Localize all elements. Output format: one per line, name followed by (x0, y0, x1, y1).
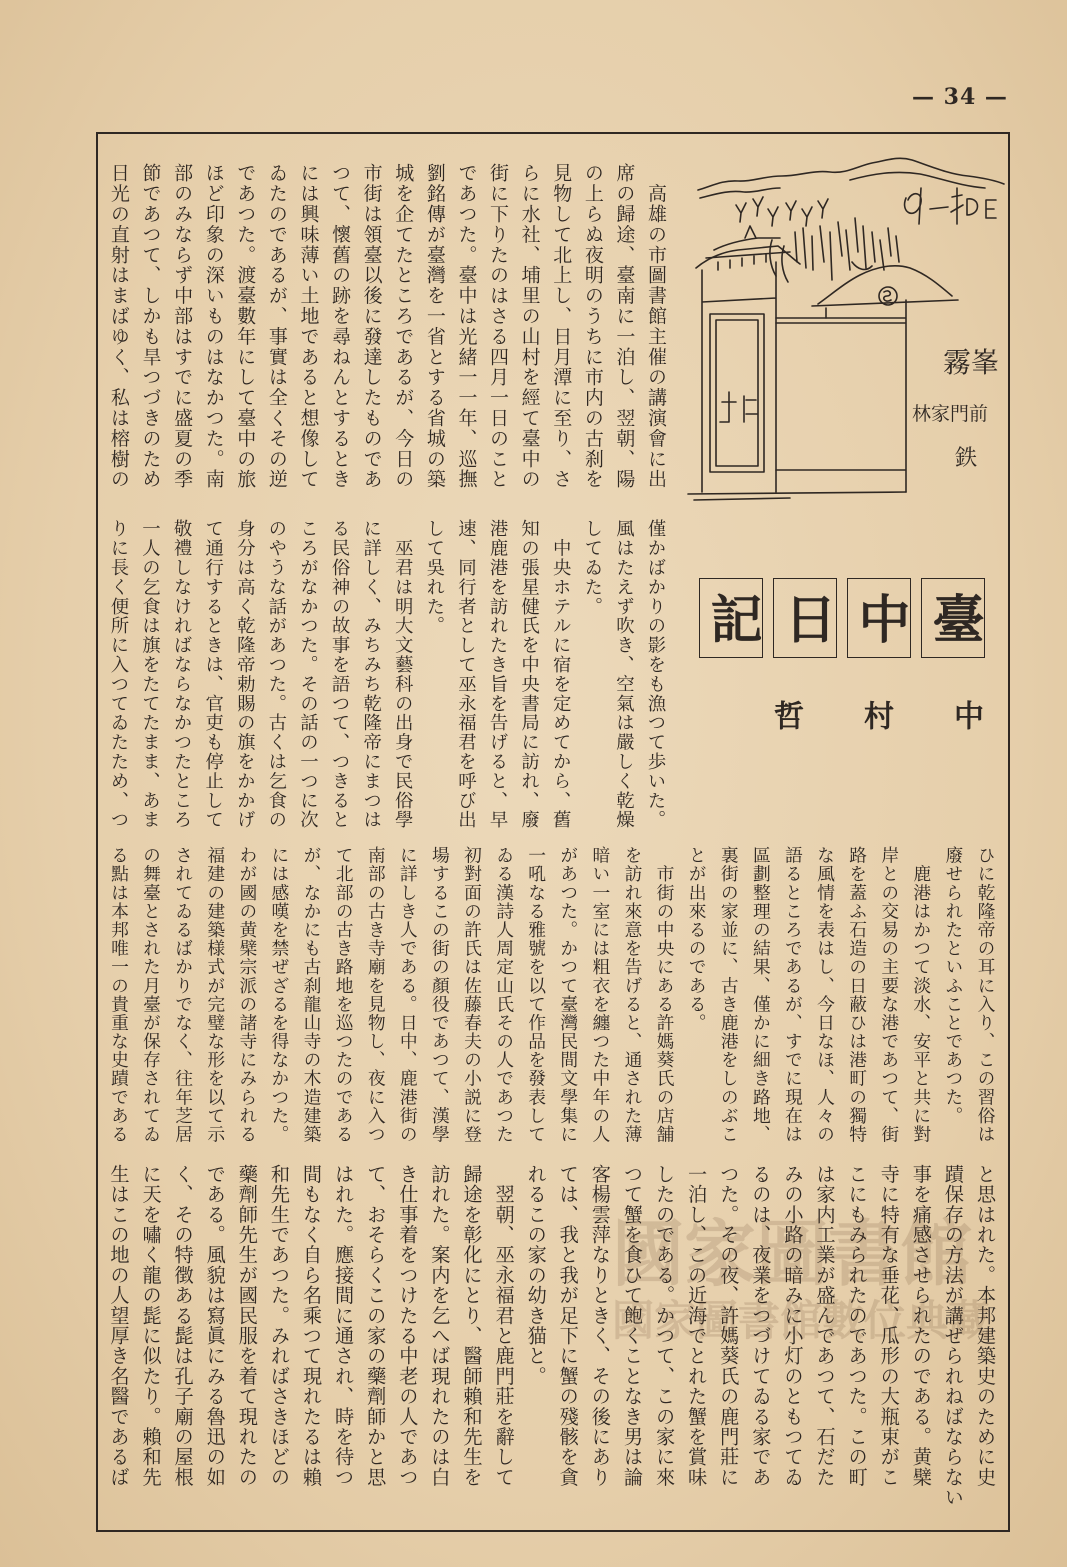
text-column: 城を企てたところであるが、今日の (392, 163, 415, 490)
text-column: の上らぬ夜明のうちに市内の古刹を (581, 163, 604, 490)
text-column: ころがなかつた。その話の一つに次 (297, 519, 319, 830)
text-column: 岸との交易の主要な港であつて、街 (878, 846, 900, 1144)
text-column: 寺に特有な垂花、瓜形の大瓶束がこ (877, 1164, 901, 1488)
gate-sketch-illustration (685, 148, 1007, 508)
text-column: 翌朝、巫永福君と鹿門莊を辭して (492, 1164, 516, 1488)
text-column: 暗い一室には粗衣を纏つた中年の人 (589, 846, 611, 1144)
text-column: こにもみられたのであつた。この町 (845, 1164, 869, 1488)
handwritten-scribble (905, 188, 996, 224)
text-column: て北部の古き路地を巡つたのである (333, 846, 355, 1144)
text-block-upper-left (102, 163, 671, 503)
text-column: 一吼なる雅號を以て作品を發表して (525, 846, 547, 1144)
text-column: 事を痛感させられたのである。黄檗 (909, 1164, 933, 1488)
text-column: のやうな話があつた。古くは乞食の (265, 519, 287, 830)
text-column: 場するこの街の顏役であつて、漢學 (429, 846, 451, 1144)
text-column: 鹿港はかつて淡水、安平と共に對 (910, 846, 932, 1144)
text-column: 巫君は明大文藝科の出身で民俗學 (392, 519, 414, 830)
text-block-middle-left (102, 519, 671, 839)
text-column: 歸途を彰化にとり、醫師賴和先生を (460, 1164, 484, 1488)
text-column: 藥劑師先生が國民服を着て現れたの (235, 1164, 259, 1488)
text-column: る點は本邦唯一の貴重な史蹟である (108, 846, 130, 1144)
text-column: りに長く便所に入つてゐたため、つ (107, 519, 129, 830)
text-column: 日光の直射はまばゆく、私は榕樹の (107, 163, 130, 490)
text-column: らに水社、埔里の山村を經て臺中の (518, 163, 541, 490)
author-name: 中村哲 (768, 700, 983, 730)
text-column: るのは、夜業をつづけてゐる家であ (749, 1164, 773, 1488)
text-column: 區劃整理の結果、僅かに細き路地、 (750, 846, 772, 1144)
text-column: 訪れた。案内を乞へば現れたのは白 (428, 1164, 452, 1488)
hall-roof (812, 266, 958, 318)
sketch-caption-place: 霧峯 (943, 346, 1000, 379)
text-column: 市街の中央にある許媽葵氏の店舗 (654, 846, 676, 1144)
text-column: を訪れ來意を告げると、通された薄 (621, 846, 643, 1144)
text-column: 港鹿港を訪れたき旨を告げると、早 (487, 519, 509, 830)
text-column: 一人の乞食は旗をたてたまま、あま (139, 519, 161, 830)
text-column: 南部の古き寺廟を見物し、夜に入つ (365, 846, 387, 1144)
text-column: な風情を表はし、今日なほ、人々の (814, 846, 836, 1144)
text-column: 蹟保存の方法が講ぜられねばならない (941, 1164, 965, 1508)
text-column: 街に下りたのはさる四月一日のこと (487, 163, 510, 490)
text-column: 部のみならず中部はすでに盛夏の季 (171, 163, 194, 490)
text-column: れるこの家の幼き猫と。 (524, 1164, 548, 1387)
text-column: 身分は高く乾隆帝勅賜の旗をかかげ (234, 519, 256, 830)
text-column: みの小路の暗みに小灯のともつてゐ (781, 1164, 805, 1488)
text-column: ては、我と我が足下に蟹の殘骸を貪 (556, 1164, 580, 1488)
text-column: 高雄の市圖書館主催の講演會に出 (645, 163, 667, 490)
text-column: 路を蓋ふ石造の日蔽ひは港町の獨特 (846, 846, 868, 1144)
text-column: ゐる漢詩人周定山氏その人であつた (493, 846, 515, 1144)
text-column: 福建の建築様式が完璧な形を以て示 (204, 846, 226, 1144)
text-column: ゐたのであるが、事實は全くその逆 (265, 163, 288, 490)
text-column: に天を嘯く龍の髭に似たり。賴和先 (139, 1164, 163, 1488)
text-column: わが國の黄檗宗派の諸寺にみられる (236, 846, 258, 1144)
text-column: 席の歸途、臺南に一泊し、翌朝、陽 (613, 163, 636, 490)
text-column: して吳れた。 (423, 519, 445, 636)
sketch-signature: 鉄 (955, 446, 978, 471)
text-column: く、その特徴ある髭は孔子廟の屋根 (171, 1164, 195, 1488)
text-block-third-row (102, 846, 1001, 1156)
text-column: 裏街の家並に、古き鹿港をしのぶこ (718, 846, 740, 1144)
text-column: 敬禮しなければならなかつたところ (171, 519, 193, 830)
text-column: 市街は領臺以後に發達したものであ (360, 163, 383, 490)
text-column: であつた。臺中は光緒一一年、巡撫 (455, 163, 478, 490)
text-column: 間もなく自ら名乘つて現れたるは賴 (300, 1164, 324, 1488)
text-column: 客楊雲萍なりときく、その後にあり (588, 1164, 612, 1488)
sketch-caption-subject: 林家門前 (912, 403, 989, 425)
text-column: してゐた。 (581, 519, 603, 616)
text-column: 初對面の許氏は佐藤春夫の小説に登 (461, 846, 483, 1144)
text-column: 一泊し、この近海でとれた蟹を賞味 (685, 1164, 709, 1488)
text-column: つて、懷舊の跡を尋ねんとするとき (329, 163, 352, 490)
text-column: は家内工業が盛んであつて、石だた (813, 1164, 837, 1488)
text-column: があつた。かつて臺灣民間文學集に (557, 846, 579, 1144)
text-column: であつた。渡臺數年にして臺中の旅 (234, 163, 257, 490)
text-column: つて蟹を食ひて飽くことなき男は論 (620, 1164, 644, 1488)
library-watermark: 國家圖書館 (612, 1211, 973, 1296)
text-column: 和先生であつた。みればさきほどの (267, 1164, 291, 1488)
text-column: したのである。かつて、この家に來 (653, 1164, 677, 1488)
page-number: — 34 — (912, 84, 1008, 110)
text-column: 僅かばかりの影をも漁つて歩いた。 (645, 519, 666, 830)
text-column: と思はれた。本邦建築史のために史 (974, 1164, 997, 1488)
gate-tower (696, 226, 800, 492)
text-column: て、おそらくこの家の藥劑師かと思 (364, 1164, 388, 1488)
text-column: 語るところであるが、すでに現在は (782, 846, 804, 1144)
text-column: 節であつて、しかも旱つづきのため (139, 163, 162, 490)
mountain-ridges (698, 158, 1004, 198)
text-column: に詳しき人である。日中、鹿港街の (397, 846, 419, 1144)
text-column: に詳しく、みちみち乾隆帝にまつは (360, 519, 382, 830)
text-column: 生はこの地の人望厚き名醫であるば (107, 1164, 131, 1488)
text-column: ほど印象の深いものはなかつた。南 (202, 163, 225, 490)
text-column: 見物して北上し、日月潭に至り、さ (550, 163, 573, 490)
text-column: て通行するときは、官吏も停止して (202, 519, 224, 830)
article-title: 臺中日記 (701, 592, 984, 644)
courtyard-wall (776, 300, 906, 492)
text-column: る民俗神の故事を語つて、つきると (329, 519, 351, 830)
text-column: が、なかにも古刹龍山寺の木造建築 (301, 846, 323, 1144)
library-watermark-sub: 國家圖書館數位典藏 (612, 1296, 991, 1345)
text-column: の舞臺とされた月臺が保存されてゐ (140, 846, 162, 1144)
text-column: つた。その夜、許媽葵氏の鹿門莊に (717, 1164, 741, 1488)
text-column: には興味薄い土地であると想像して (297, 163, 320, 490)
text-column: 劉銘傳が臺灣を一省とする省城の築 (423, 163, 446, 490)
ground-line (688, 492, 906, 500)
text-column: 速、同行者として巫永福君を呼び出 (455, 519, 477, 830)
text-column: 中央ホテルに宿を定めてから、舊 (550, 519, 572, 830)
text-column: とが出來るのである。 (686, 846, 708, 1032)
text-column: 知の張星健氏を中央書局に訪れ、廢 (518, 519, 540, 830)
text-column: 風はたえず吹き、空氣は嚴しく乾燥 (613, 519, 635, 830)
text-column: き仕事着をつけたる中老の人であつ (396, 1164, 420, 1488)
text-column: には感嘆を禁ぜざるを得なかつた。 (268, 846, 290, 1144)
text-block-bottom-row (102, 1164, 1001, 1514)
text-column: はれた。應接間に通され、時を待つ (332, 1164, 356, 1488)
text-column: である。風貌は寫眞にみる魯迅の如 (203, 1164, 227, 1488)
text-column: 廢せられたといふことであつた。 (942, 846, 964, 1125)
text-column: されてゐるばかりでなく、往年芝居 (172, 846, 194, 1144)
text-column: ひに乾隆帝の耳に入り、この習俗は (975, 846, 996, 1144)
